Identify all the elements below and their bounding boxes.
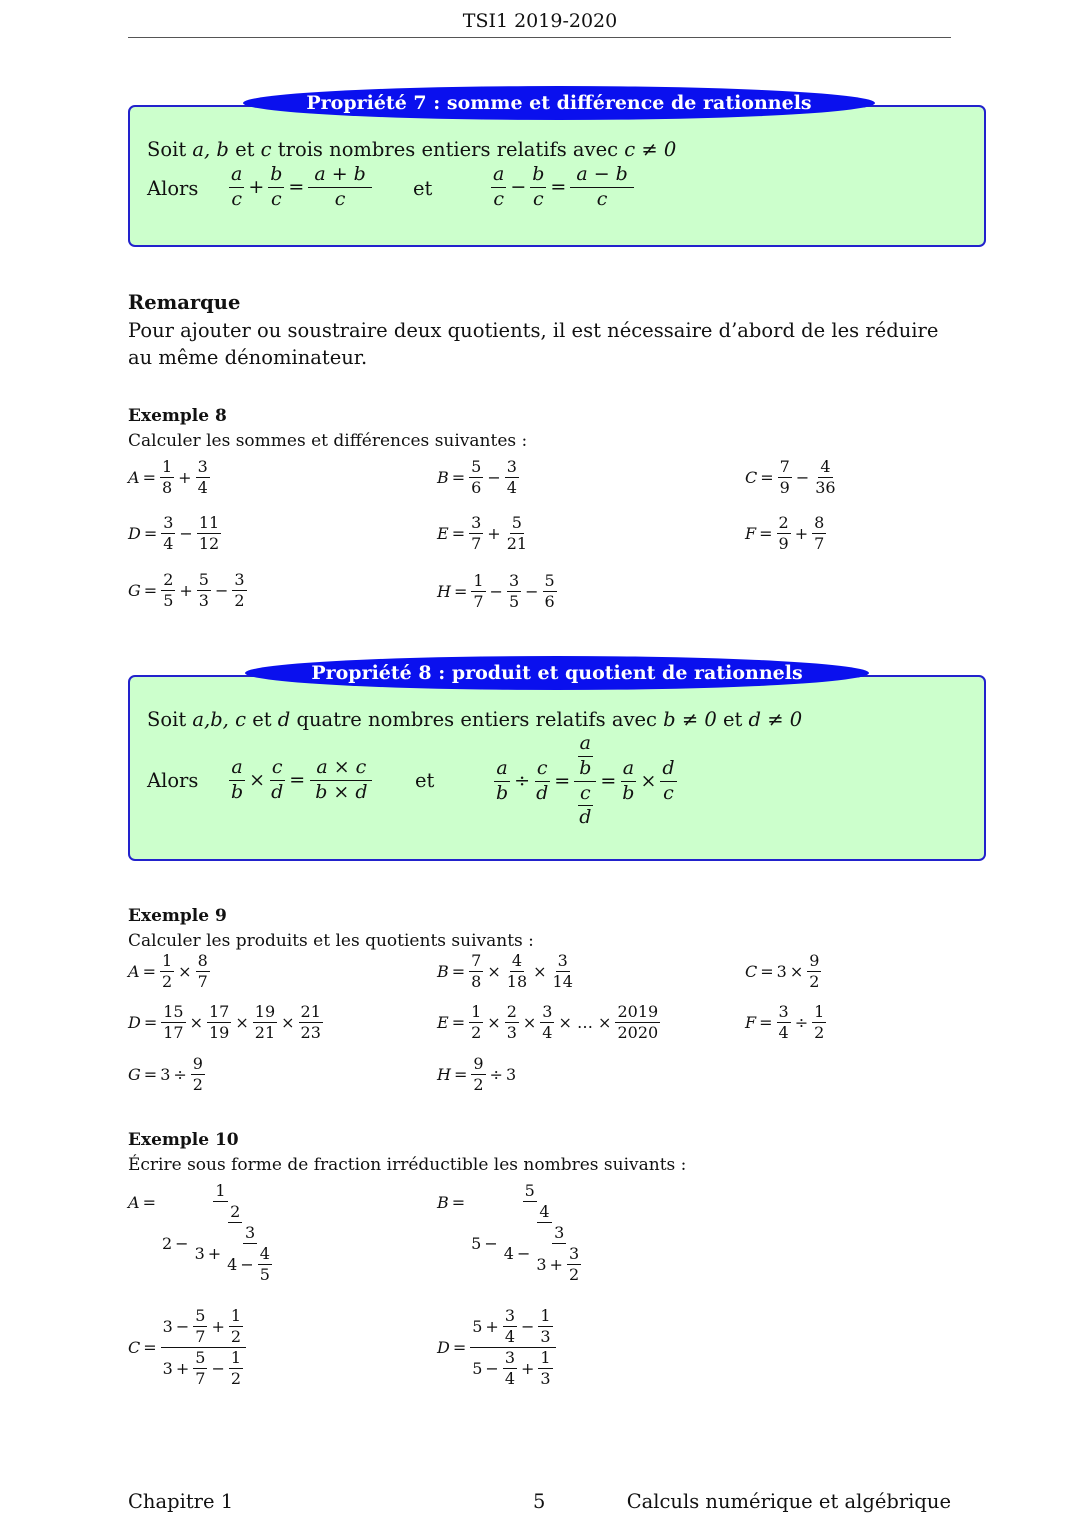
property-7-alors: Alors [147, 177, 199, 200]
ex10-expression-a: A = 1 2 − 2 3 + 3 4 − $\frac{4}{5}$ [128, 1181, 270, 1284]
property-7-et: et [413, 177, 433, 200]
example-9-title: Exemple 9 [128, 906, 227, 926]
ex8-expression-b: B = $\frac{5}{6}$ − $\frac{3}{4}$ [437, 457, 517, 497]
footer-page-number: 5 [533, 1490, 546, 1513]
ex8-expression-g: G = $\frac{2}{5}$ + $\frac{5}{3}$ − $\frac{3}{2}$ [128, 570, 245, 610]
property-8-statement: Soit a,b, c et d quatre nombres entiers relatifs avec b ≠ 0 et d ≠ 0 [147, 708, 803, 731]
ex10-expression-c: C = 3 − $\frac{5}{7}$ + $\frac{1}{2}$ 3 + $\frac{5}{7}$ − $\frac{1}{2}$ [128, 1306, 247, 1389]
ex9-expression-e: E = $\frac{1}{2}$ × $\frac{2}{3}$ × $\frac{3}{4}$ × … × $\frac{2019}{2020}$ [437, 1002, 659, 1042]
product-formula: $\frac{a}{b}$ × $\frac{c}{d}$ = $\frac{a \times c}{b \times d}$ [228, 756, 375, 805]
example-8-instruction: Calculer les sommes et différences suivantes : [128, 431, 528, 451]
footer-subject: Calculs numérique et algébrique [626, 1490, 951, 1513]
ex9-expression-c: C = 3 × $\frac{9}{2}$ [745, 951, 820, 991]
ex8-expression-c: C = $\frac{7}{9}$ − $\frac{4}{36}$ [745, 457, 836, 497]
ex9-expression-h: H = $\frac{9}{2}$ ÷ 3 [437, 1054, 517, 1094]
sum-formula: a c + $\frac{b}{c}$ = $\frac{a + b}{c}$ [228, 163, 373, 212]
ex10-expression-d: D = 5 + $\frac{3}{4}$ − $\frac{1}{3}$ 5 − $\frac{3}{4}$ + $\frac{1}{3}$ [437, 1306, 557, 1389]
header-divider [128, 37, 951, 38]
ex8-expression-h: H = $\frac{1}{7}$ − $\frac{3}{5}$ − $\frac{5}{6}$ [437, 571, 555, 611]
ex8-expression-e: E = $\frac{3}{7}$ + $\frac{5}{21}$ [437, 513, 528, 553]
property-8-title: Propriété 8 : produit et quotient de rationnels [245, 656, 869, 690]
remark-title: Remarque [128, 291, 241, 314]
property-8-alors: Alors [147, 769, 199, 792]
example-9-instruction: Calculer les produits et les quotients suivants : [128, 931, 534, 951]
example-10-title: Exemple 10 [128, 1130, 239, 1150]
ex9-expression-d: D = $\frac{15}{17}$ × $\frac{17}{19}$ × $\frac{19}{21}$ × $\frac{21}{23}$ [128, 1002, 321, 1042]
ex9-expression-b: B = $\frac{7}{8}$ × $\frac{4}{18}$ × $\frac{3}{14}$ [437, 951, 573, 991]
page-header-title: TSI1 2019-2020 [462, 10, 618, 32]
ex10-expression-b: B = 5 5 − 4 4 − 3 3 + $\frac{3}{2}$ [437, 1181, 580, 1284]
property-8-et: et [415, 769, 435, 792]
property-7-title: Propriété 7 : somme et différence de rationnels [243, 86, 875, 120]
difference-formula: a c − $\frac{b}{c}$ = $\frac{a - b}{c}$ [490, 163, 635, 212]
ex8-expression-d: D = $\frac{3}{4}$ − $\frac{11}{12}$ [128, 513, 220, 553]
ex9-expression-f: F = $\frac{3}{4}$ ÷ $\frac{1}{2}$ [745, 1002, 825, 1042]
property-7-statement: Soit a, b et c trois nombres entiers relatifs avec c ≠ 0 [147, 138, 677, 161]
ex8-expression-a: A = $\frac{1}{8}$ + $\frac{3}{4}$ [128, 457, 208, 497]
example-8-title: Exemple 8 [128, 406, 227, 426]
example-10-instruction: Écrire sous forme de fraction irréductible les nombres suivants : [128, 1155, 687, 1175]
footer-chapter: Chapitre 1 [128, 1490, 234, 1513]
quotient-formula: $\frac{a}{b}$ ÷ $\frac{c}{d}$ = a b c d = $\frac{a}{b}$ × $\frac{d}{c}$ [496, 732, 675, 829]
ex9-expression-g: G = 3 ÷ $\frac{9}{2}$ [128, 1054, 203, 1094]
remark-text: Pour ajouter ou soustraire deux quotients, il est nécessaire d’abord de les réduire au même dénominateur. [128, 319, 939, 369]
ex8-expression-f: F = $\frac{2}{9}$ + $\frac{8}{7}$ [745, 513, 825, 553]
ex9-expression-a: A = $\frac{1}{2}$ × $\frac{8}{7}$ [128, 951, 208, 991]
